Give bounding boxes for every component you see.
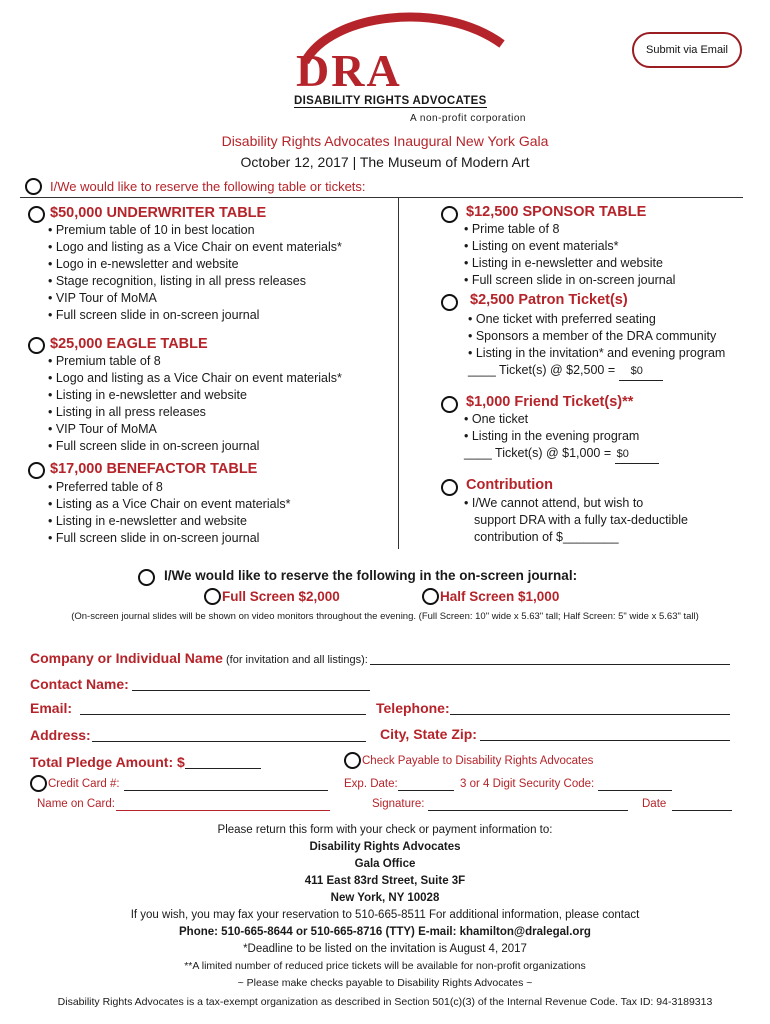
friend-radio[interactable] bbox=[441, 396, 458, 413]
benefactor-title: $17,000 BENEFACTOR TABLE bbox=[50, 461, 258, 477]
date-label: Date bbox=[642, 798, 667, 810]
patron-total: $0 bbox=[630, 365, 643, 377]
contact-phone-email: Phone: 510-665-8644 or 510-665-8716 (TTY) E-mail: khamilton@dralegal.org bbox=[179, 926, 591, 938]
benefactor-item: • Listing in e-newsletter and website bbox=[48, 514, 247, 528]
fax-text: If you wish, you may fax your reservation to 510-665-8511 For additional information, please contact bbox=[130, 909, 640, 921]
underwriter-item: • Logo in e-newsletter and website bbox=[48, 257, 239, 271]
name-card-label: Name on Card: bbox=[37, 798, 115, 810]
dra-logo bbox=[290, 4, 526, 124]
telephone-input[interactable] bbox=[450, 700, 730, 715]
date-input[interactable] bbox=[672, 798, 732, 811]
sponsor-title: $12,500 SPONSOR TABLE bbox=[466, 204, 647, 220]
eagle-item: • Premium table of 8 bbox=[48, 354, 161, 368]
sponsor-radio[interactable] bbox=[441, 206, 458, 223]
city-input[interactable] bbox=[480, 726, 730, 741]
company-note: (for invitation and all listings): bbox=[222, 654, 368, 666]
telephone-label: Telephone: bbox=[376, 700, 450, 716]
deadline-note: *Deadline to be listed on the invitation is August 4, 2017 bbox=[243, 943, 527, 955]
journal-note: (On-screen journal slides will be shown on video monitors throughout the evening. (Full Screen: 10" wide x 5.63" tall; Half Screen: 5" wide x 5.63" tall) bbox=[71, 611, 699, 622]
friend-total-field[interactable] bbox=[615, 446, 659, 464]
patron-item: • Sponsors a member of the DRA community bbox=[468, 329, 717, 343]
address-input[interactable] bbox=[92, 727, 366, 742]
eagle-title: $25,000 EAGLE TABLE bbox=[50, 336, 208, 352]
sponsor-item: • Listing on event materials* bbox=[464, 239, 619, 253]
patron-ticket-line bbox=[468, 362, 725, 381]
eagle-item: • Listing in e-newsletter and website bbox=[48, 388, 247, 402]
reserve-tables-radio[interactable] bbox=[25, 178, 42, 195]
friend-ticket-line bbox=[464, 445, 659, 464]
half-screen-radio[interactable] bbox=[422, 588, 439, 605]
patron-item: • One ticket with preferred seating bbox=[468, 312, 656, 326]
city-label: City, State Zip: bbox=[380, 726, 477, 742]
company-row bbox=[30, 650, 368, 668]
contribution-item: support DRA with a fully tax-deductible bbox=[474, 513, 688, 527]
check-label: Check Payable to Disability Rights Advocates bbox=[362, 755, 594, 767]
benefactor-item: • Full screen slide in on-screen journal bbox=[48, 531, 260, 545]
exp-input[interactable] bbox=[398, 778, 454, 791]
patron-item: • Listing in the invitation* and evening program bbox=[468, 346, 726, 360]
underwriter-item: • Full screen slide in on-screen journal bbox=[48, 308, 260, 322]
pledge-input[interactable] bbox=[185, 754, 261, 769]
journal-radio[interactable] bbox=[138, 569, 155, 586]
contribution-item: contribution of $________ bbox=[474, 530, 619, 544]
email-label: Email: bbox=[30, 700, 73, 716]
company-label: Company or Individual Name bbox=[30, 650, 223, 666]
options-box-right-top bbox=[398, 197, 743, 198]
sponsor-item: • Prime table of 8 bbox=[464, 222, 560, 236]
address-line-1: Disability Rights Advocates bbox=[309, 841, 461, 853]
logo-tagline: A non-profit corporation bbox=[410, 113, 526, 124]
contribution-radio[interactable] bbox=[441, 479, 458, 496]
sponsor-item: • Full screen slide in on-screen journal bbox=[464, 273, 676, 287]
check-radio[interactable] bbox=[344, 752, 361, 769]
friend-title: $1,000 Friend Ticket(s)** bbox=[466, 394, 634, 410]
exp-label: Exp. Date: bbox=[344, 778, 398, 790]
patron-items bbox=[468, 311, 725, 381]
tax-note: Disability Rights Advocates is a tax-exempt organization as described in Section 501(c)(3) of the Internal Revenue Code. Tax ID: 94-3189313 bbox=[57, 996, 713, 1008]
half-screen-label: Half Screen $1,000 bbox=[440, 589, 560, 604]
underwriter-item: • Premium table of 10 in best location bbox=[48, 223, 255, 237]
friend-ticket-label: ____ Ticket(s) @ $1,000 = bbox=[464, 446, 615, 460]
payable-note: ~ Please make checks payable to Disability Rights Advocates ~ bbox=[237, 977, 533, 989]
underwriter-items bbox=[48, 222, 342, 324]
eagle-radio[interactable] bbox=[28, 337, 45, 354]
friend-items bbox=[464, 411, 659, 464]
underwriter-radio[interactable] bbox=[28, 206, 45, 223]
address-line-4: New York, NY 10028 bbox=[330, 892, 440, 904]
underwriter-item: • Stage recognition, listing in all press releases bbox=[48, 274, 306, 288]
address-line-2: Gala Office bbox=[354, 858, 416, 870]
benefactor-radio[interactable] bbox=[28, 462, 45, 479]
company-input[interactable] bbox=[370, 650, 730, 665]
benefactor-item: • Preferred table of 8 bbox=[48, 480, 163, 494]
sponsor-items bbox=[464, 221, 675, 289]
full-screen-radio[interactable] bbox=[204, 588, 221, 605]
logo-name: DISABILITY RIGHTS ADVOCATES bbox=[294, 95, 487, 107]
signature-input[interactable] bbox=[428, 798, 628, 811]
sponsor-item: • Listing in e-newsletter and website bbox=[464, 256, 663, 270]
pledge-label: Total Pledge Amount: $ bbox=[30, 754, 185, 770]
email-input[interactable] bbox=[80, 700, 366, 715]
friend-item: • One ticket bbox=[464, 412, 529, 426]
event-date-venue: October 12, 2017 | The Museum of Modern Art bbox=[240, 154, 530, 170]
full-screen-label: Full Screen $2,000 bbox=[222, 589, 340, 604]
signature-label: Signature: bbox=[372, 798, 425, 810]
return-text: Please return this form with your check or payment information to: bbox=[217, 824, 553, 836]
contact-label: Contact Name: bbox=[30, 676, 129, 692]
address-label: Address: bbox=[30, 727, 91, 743]
reserve-label: I/We would like to reserve the following table or tickets: bbox=[50, 179, 366, 194]
event-title: Disability Rights Advocates Inaugural New York Gala bbox=[221, 133, 549, 149]
card-label: Credit Card #: bbox=[48, 778, 120, 790]
submit-via-email-button[interactable]: Submit via Email bbox=[632, 32, 742, 68]
credit-card-radio[interactable] bbox=[30, 775, 47, 792]
contribution-title: Contribution bbox=[466, 477, 553, 493]
eagle-items bbox=[48, 353, 342, 455]
patron-radio[interactable] bbox=[441, 294, 458, 311]
limited-note: **A limited number of reduced price tickets will be available for non-profit organizations bbox=[184, 960, 586, 972]
eagle-item: • Listing in all press releases bbox=[48, 405, 206, 419]
benefactor-item: • Listing as a Vice Chair on event materials* bbox=[48, 497, 291, 511]
benefactor-items bbox=[48, 479, 290, 547]
patron-title: $2,500 Patron Ticket(s) bbox=[470, 292, 628, 308]
eagle-item: • Full screen slide in on-screen journal bbox=[48, 439, 260, 453]
security-input[interactable] bbox=[598, 778, 672, 791]
friend-total: $0 bbox=[616, 448, 629, 460]
journal-label: I/We would like to reserve the following in the on-screen journal: bbox=[164, 568, 578, 583]
contact-input[interactable] bbox=[132, 676, 370, 691]
underwriter-title: $50,000 UNDERWRITER TABLE bbox=[50, 205, 267, 221]
eagle-item: • VIP Tour of MoMA bbox=[48, 422, 157, 436]
patron-total-field[interactable] bbox=[619, 363, 663, 381]
security-label: 3 or 4 Digit Security Code: bbox=[460, 778, 595, 790]
contribution-items bbox=[464, 495, 688, 546]
logo-letters: DRA bbox=[296, 45, 402, 96]
card-input[interactable] bbox=[124, 778, 328, 791]
contribution-item: • I/We cannot attend, but wish to bbox=[464, 496, 644, 510]
name-card-input[interactable] bbox=[116, 798, 330, 811]
patron-ticket-label: ____ Ticket(s) @ $2,500 = bbox=[468, 363, 619, 377]
address-line-3: 411 East 83rd Street, Suite 3F bbox=[304, 875, 466, 887]
friend-item: • Listing in the evening program bbox=[464, 429, 640, 443]
underwriter-item: • VIP Tour of MoMA bbox=[48, 291, 157, 305]
eagle-item: • Logo and listing as a Vice Chair on event materials* bbox=[48, 371, 342, 385]
underwriter-item: • Logo and listing as a Vice Chair on event materials* bbox=[48, 240, 342, 254]
